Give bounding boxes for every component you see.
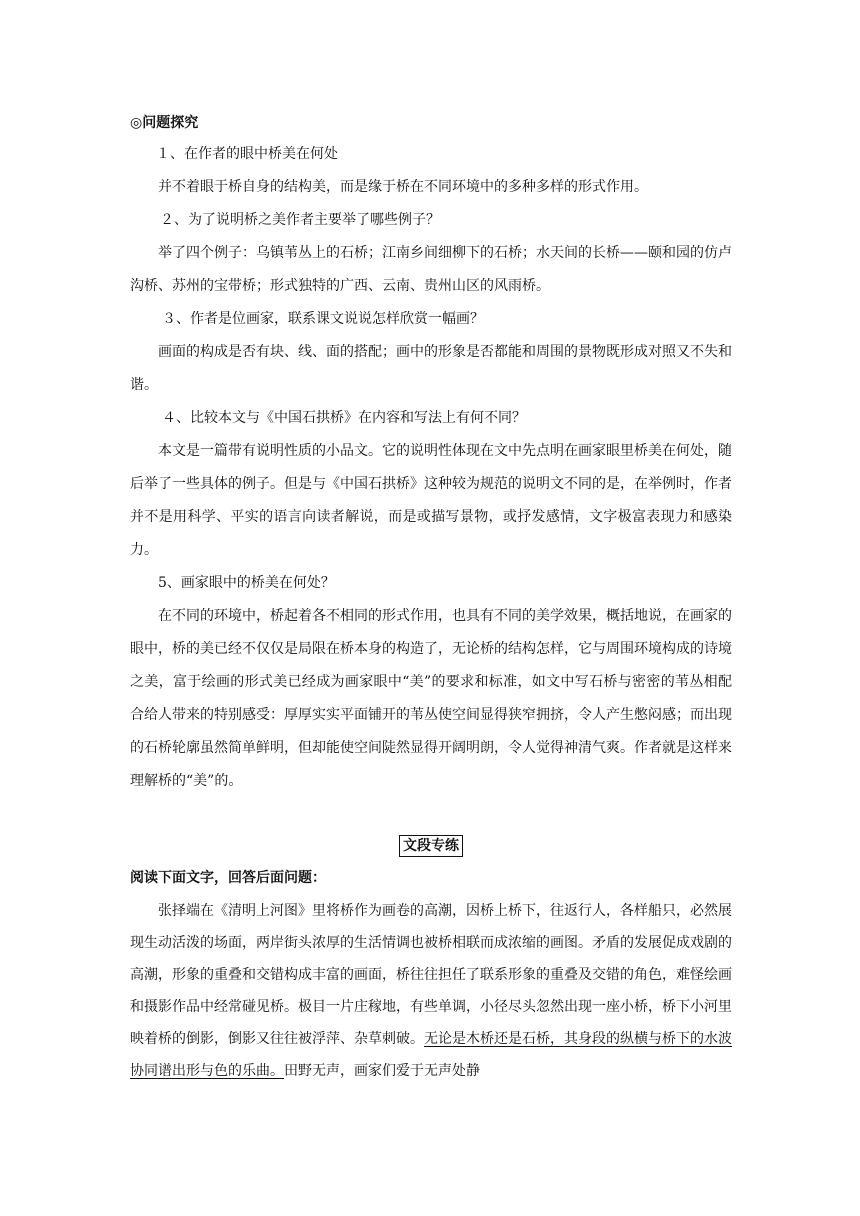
answer-2: 举了四个例子：乌镇苇丛上的石桥；江南乡间细柳下的石桥；水天间的长桥——颐和园的仿卢沟桥、苏州的宝带桥；形式独特的广西、云南、贵州山区的风雨桥。 (130, 245, 732, 294)
answer-3: 画面的构成是否有块、线、面的搭配；画中的形象是否都能和周围的景物既形成对照又不失和谐。 (130, 344, 732, 393)
practice-instruction: 阅读下面文字，回答后面问题： (130, 870, 326, 886)
answer-1: 并不着眼于桥自身的结构美，而是缘于桥在不同环境中的多种多样的形式作用。 (158, 179, 648, 195)
exploration-heading: ◎问题探究 (130, 115, 199, 131)
answer-5: 在不同的环境中，桥起着各不相同的形式作用，也具有不同的美学效果，概括地说，在画家的眼中，桥的美已经不仅仅是局限在桥本身的构造了，无论桥的结构怎样，它与周围环境构成的诗境之美，富于绘画的形式美已经成为画家眼中“美”的要求和标准，如文中写石桥与密密的苇丛相配合给人带来的特别感受：厚厚实实平面铺开的苇丛使空间显得狭窄拥挤，令人产生憋闷感；而出现的石桥轮廓虽然简单鲜明，但却能使空间陡然显得开阔明朗，令人觉得神清气爽。作者就是这样来理解桥的“美”的。 (130, 608, 732, 789)
question-5: 5、画家眼中的桥美在何处？ (158, 575, 335, 591)
document-content (130, 108, 732, 1087)
answer-4: 本文是一篇带有说明性质的小品文。它的说明性体现在文中先点明在画家眼里桥美在何处，随后举了一些具体的例子。但是与《中国石拱桥》这种较为规范的说明文不同的是，在举例时，作者并不是用科学、平实的语言向读者解说，而是或描写景物，或抒发感情，文字极富表现力和感染力。 (130, 443, 732, 558)
question-3: ３、作者是位画家，联系课文说说怎样欣赏一幅画？ (162, 311, 484, 327)
question-1: １、在作者的眼中桥美在何处 (156, 146, 338, 162)
question-4: ４、比较本文与《中国石拱桥》在内容和写法上有何不同？ (162, 410, 526, 426)
passage-text-before: 张择端在《清明上河图》里将桥作为画卷的高潮，因桥上桥下，往返行人，各样船只，必然展现生动活泼的场面，两岸街头浓厚的生活情调也被桥相联而成浓缩的画图。矛盾的发展促成戏剧的高潮，形象的重叠和交错构成丰富的画面，桥往往担任了联系形象的重叠及交错的角色，难怪绘画和摄影作品中经常碰见桥。极目一片庄稼地，有些单调，小径尽头忽然出现一座小桥，桥下小河里映着桥的倒影，倒影又往往被浮萍、杂草刺破。 (130, 903, 732, 1047)
question-2: ２、为了说明桥之美作者主要举了哪些例子？ (160, 212, 440, 228)
practice-section-title: 文段专练 (399, 835, 463, 857)
practice-section-title-box (130, 835, 732, 863)
passage-text-after: 田野无声，画家们爱于无声处静 (284, 1063, 480, 1079)
reading-passage (130, 895, 732, 1087)
passage-underlined-sentence: 无论是木桥还是石桥，其身段的纵横与桥下的水波协同谱出形与色的乐曲。 (130, 1031, 732, 1079)
